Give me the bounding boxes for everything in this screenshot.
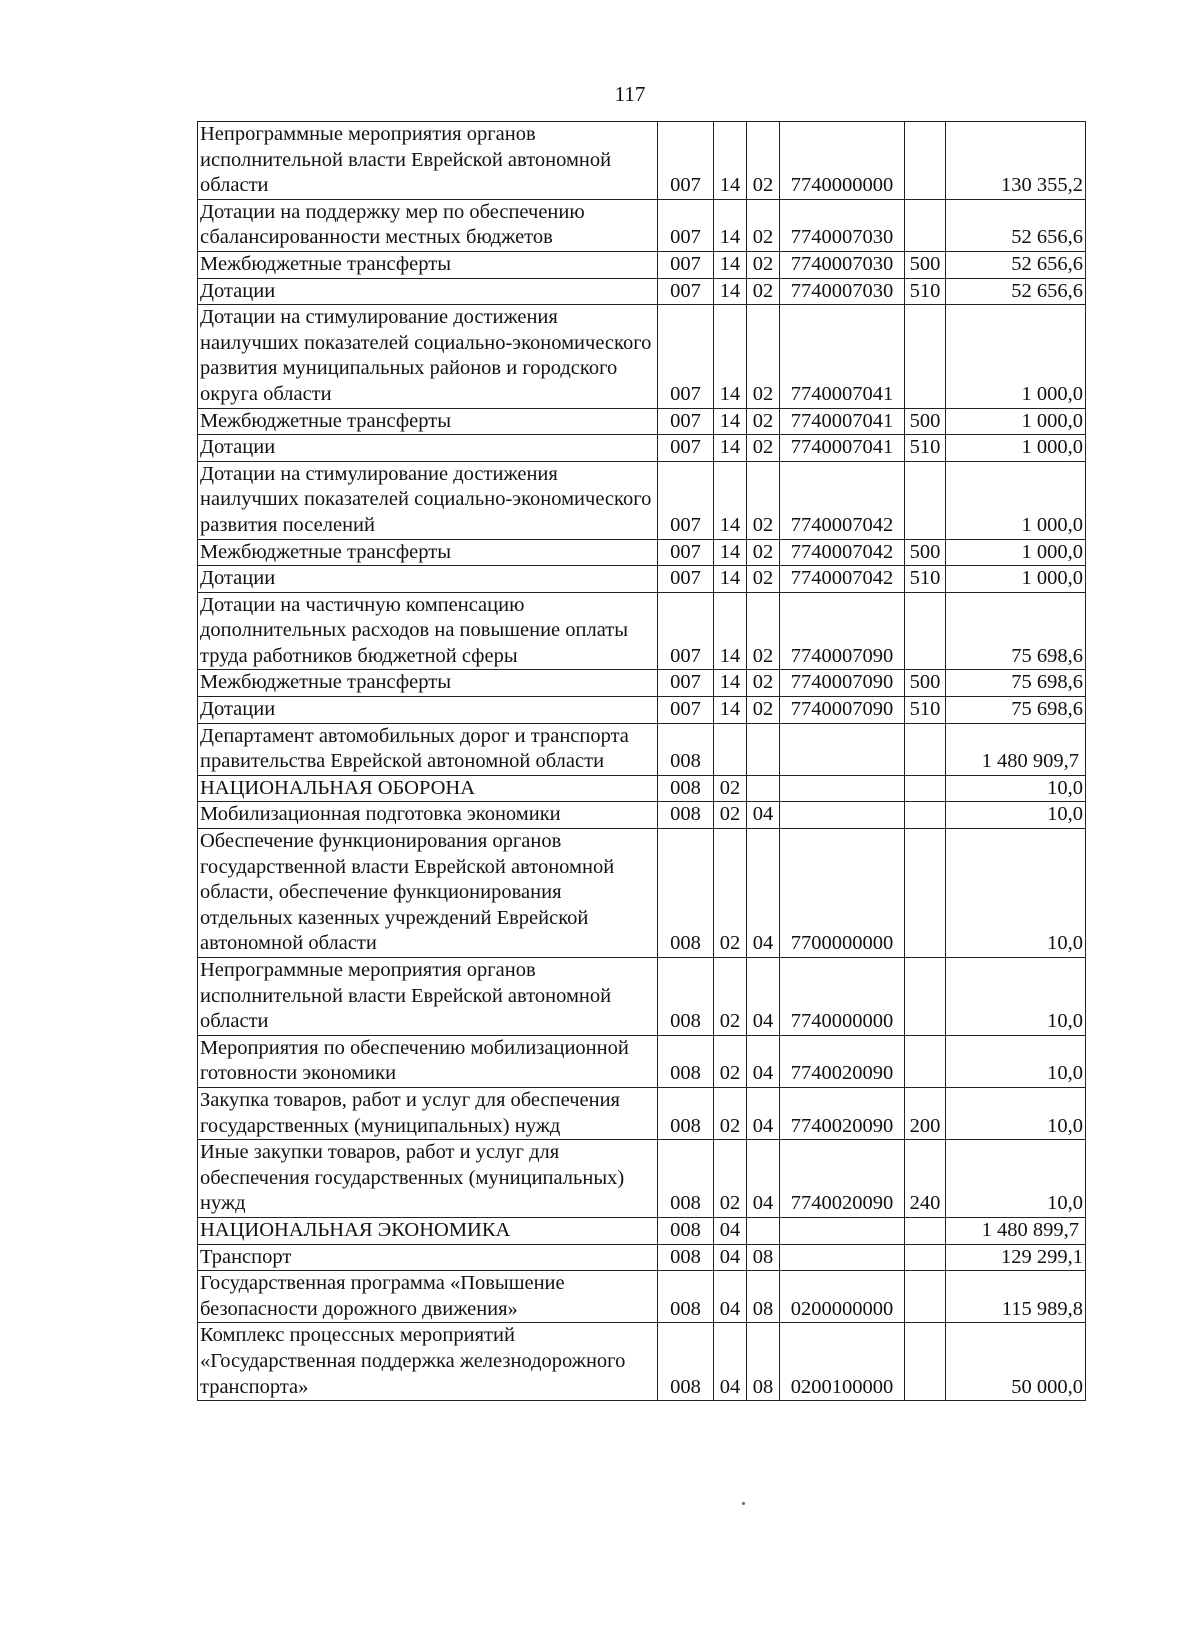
subsection-code-cell: 02 xyxy=(747,697,780,724)
expense-type-cell xyxy=(905,802,946,829)
amount-cell: 1 480 899,7 xyxy=(946,1217,1086,1244)
amount-cell: 52 656,6 xyxy=(946,251,1086,278)
expense-type-cell: 240 xyxy=(905,1140,946,1218)
ministry-code-cell: 007 xyxy=(658,305,714,408)
table-row xyxy=(198,305,1086,408)
row-name-cell: Межбюджетные трансферты xyxy=(198,251,658,278)
table-row xyxy=(198,697,1086,724)
row-name-cell: Межбюджетные трансферты xyxy=(198,670,658,697)
target-article-cell: 7740000000 xyxy=(780,958,905,1036)
target-article-cell: 7740007030 xyxy=(780,251,905,278)
ministry-code-cell: 007 xyxy=(658,539,714,566)
target-article-cell: 7740007042 xyxy=(780,566,905,593)
ministry-code-cell: 008 xyxy=(658,1140,714,1218)
ministry-code-cell: 007 xyxy=(658,199,714,251)
target-article-cell: 0200100000 xyxy=(780,1323,905,1401)
table-row xyxy=(198,539,1086,566)
target-article-cell: 7740020090 xyxy=(780,1140,905,1218)
subsection-code-cell: 02 xyxy=(747,408,780,435)
section-code-cell: 14 xyxy=(714,199,747,251)
ministry-code-cell: 008 xyxy=(658,1217,714,1244)
row-name-cell: Непрограммные мероприятия органов исполнительной власти Еврейской автономной области xyxy=(198,958,658,1036)
section-code-cell: 02 xyxy=(714,958,747,1036)
subsection-code-cell: 04 xyxy=(747,958,780,1036)
amount-cell: 75 698,6 xyxy=(946,697,1086,724)
table-row xyxy=(198,278,1086,305)
target-article-cell: 7740007090 xyxy=(780,697,905,724)
target-article-cell xyxy=(780,1217,905,1244)
subsection-code-cell: 04 xyxy=(747,829,780,958)
subsection-code-cell: 02 xyxy=(747,251,780,278)
subsection-code-cell: 04 xyxy=(747,1140,780,1218)
section-code-cell: 02 xyxy=(714,802,747,829)
row-name-cell: Обеспечение функционирования органов государственной власти Еврейской автономной области, обеспечение функционирования отдельных казенных учреждений Еврейской автономной области xyxy=(198,829,658,958)
ministry-code-cell: 008 xyxy=(658,1271,714,1323)
ministry-code-cell: 008 xyxy=(658,1087,714,1139)
amount-cell: 10,0 xyxy=(946,1087,1086,1139)
expense-type-cell: 500 xyxy=(905,408,946,435)
section-code-cell xyxy=(714,723,747,775)
row-name-cell: Межбюджетные трансферты xyxy=(198,408,658,435)
subsection-code-cell: 04 xyxy=(747,1087,780,1139)
row-name-cell: Дотации на стимулирование достижения наилучших показателей социально-экономического развития поселений xyxy=(198,461,658,539)
scan-speck xyxy=(742,1502,745,1505)
target-article-cell: 7700000000 xyxy=(780,829,905,958)
expense-type-cell xyxy=(905,1217,946,1244)
row-name-cell: Государственная программа «Повышение безопасности дорожного движения» xyxy=(198,1271,658,1323)
table-row xyxy=(198,1140,1086,1218)
amount-cell: 1 000,0 xyxy=(946,305,1086,408)
ministry-code-cell: 007 xyxy=(658,278,714,305)
section-code-cell: 14 xyxy=(714,670,747,697)
row-name-cell: НАЦИОНАЛЬНАЯ ОБОРОНА xyxy=(198,775,658,802)
row-name-cell: Дотации xyxy=(198,697,658,724)
subsection-code-cell: 02 xyxy=(747,670,780,697)
table-row xyxy=(198,1271,1086,1323)
table-row xyxy=(198,775,1086,802)
amount-cell: 10,0 xyxy=(946,958,1086,1036)
expense-type-cell xyxy=(905,305,946,408)
expense-type-cell xyxy=(905,775,946,802)
section-code-cell: 14 xyxy=(714,592,747,670)
row-name-cell: Дотации xyxy=(198,566,658,593)
ministry-code-cell: 007 xyxy=(658,566,714,593)
expense-type-cell: 510 xyxy=(905,435,946,462)
table-row xyxy=(198,566,1086,593)
target-article-cell: 7740007041 xyxy=(780,305,905,408)
subsection-code-cell: 02 xyxy=(747,199,780,251)
table-row xyxy=(198,1035,1086,1087)
ministry-code-cell: 007 xyxy=(658,122,714,200)
amount-cell: 10,0 xyxy=(946,775,1086,802)
subsection-code-cell: 02 xyxy=(747,461,780,539)
target-article-cell: 7740020090 xyxy=(780,1035,905,1087)
expense-type-cell: 500 xyxy=(905,251,946,278)
target-article-cell: 7740007090 xyxy=(780,670,905,697)
section-code-cell: 14 xyxy=(714,566,747,593)
amount-cell: 52 656,6 xyxy=(946,278,1086,305)
amount-cell: 1 000,0 xyxy=(946,566,1086,593)
section-code-cell: 14 xyxy=(714,435,747,462)
section-code-cell: 14 xyxy=(714,305,747,408)
subsection-code-cell xyxy=(747,1217,780,1244)
row-name-cell: Дотации xyxy=(198,278,658,305)
ministry-code-cell: 007 xyxy=(658,670,714,697)
table-row xyxy=(198,958,1086,1036)
table-row xyxy=(198,592,1086,670)
expense-type-cell xyxy=(905,122,946,200)
subsection-code-cell: 02 xyxy=(747,435,780,462)
target-article-cell: 7740007041 xyxy=(780,408,905,435)
row-name-cell: Комплекс процессных мероприятий «Государственная поддержка железнодорожного транспорта» xyxy=(198,1323,658,1401)
row-name-cell: Иные закупки товаров, работ и услуг для обеспечения государственных (муниципальных) нужд xyxy=(198,1140,658,1218)
section-code-cell: 14 xyxy=(714,697,747,724)
amount-cell: 10,0 xyxy=(946,802,1086,829)
subsection-code-cell: 08 xyxy=(747,1244,780,1271)
section-code-cell: 14 xyxy=(714,251,747,278)
table-row xyxy=(198,122,1086,200)
subsection-code-cell: 04 xyxy=(747,802,780,829)
amount-cell: 1 000,0 xyxy=(946,461,1086,539)
expense-type-cell: 510 xyxy=(905,697,946,724)
subsection-code-cell: 02 xyxy=(747,305,780,408)
ministry-code-cell: 008 xyxy=(658,1244,714,1271)
row-name-cell: НАЦИОНАЛЬНАЯ ЭКОНОМИКА xyxy=(198,1217,658,1244)
section-code-cell: 04 xyxy=(714,1271,747,1323)
target-article-cell: 7740020090 xyxy=(780,1087,905,1139)
expense-type-cell xyxy=(905,723,946,775)
table-row xyxy=(198,1323,1086,1401)
expense-type-cell xyxy=(905,1323,946,1401)
target-article-cell: 7740007041 xyxy=(780,435,905,462)
row-name-cell: Непрограммные мероприятия органов исполнительной власти Еврейской автономной области xyxy=(198,122,658,200)
amount-cell: 75 698,6 xyxy=(946,670,1086,697)
table-row xyxy=(198,435,1086,462)
target-article-cell: 7740007030 xyxy=(780,278,905,305)
expense-type-cell xyxy=(905,1244,946,1271)
ministry-code-cell: 007 xyxy=(658,251,714,278)
row-name-cell: Транспорт xyxy=(198,1244,658,1271)
budget-table-body xyxy=(198,122,1086,1401)
expense-type-cell: 500 xyxy=(905,670,946,697)
expense-type-cell xyxy=(905,1035,946,1087)
target-article-cell xyxy=(780,1244,905,1271)
amount-cell: 52 656,6 xyxy=(946,199,1086,251)
ministry-code-cell: 007 xyxy=(658,592,714,670)
ministry-code-cell: 007 xyxy=(658,435,714,462)
expense-type-cell xyxy=(905,829,946,958)
ministry-code-cell: 007 xyxy=(658,461,714,539)
amount-cell: 1 480 909,7 xyxy=(946,723,1086,775)
section-code-cell: 14 xyxy=(714,461,747,539)
expense-type-cell: 500 xyxy=(905,539,946,566)
row-name-cell: Мероприятия по обеспечению мобилизационной готовности экономики xyxy=(198,1035,658,1087)
ministry-code-cell: 008 xyxy=(658,829,714,958)
ministry-code-cell: 008 xyxy=(658,958,714,1036)
expense-type-cell: 510 xyxy=(905,278,946,305)
target-article-cell: 7740007030 xyxy=(780,199,905,251)
section-code-cell: 14 xyxy=(714,539,747,566)
table-row xyxy=(198,461,1086,539)
ministry-code-cell: 008 xyxy=(658,1323,714,1401)
section-code-cell: 14 xyxy=(714,278,747,305)
ministry-code-cell: 008 xyxy=(658,723,714,775)
table-row xyxy=(198,723,1086,775)
table-row xyxy=(198,1217,1086,1244)
section-code-cell: 14 xyxy=(714,122,747,200)
expense-type-cell xyxy=(905,199,946,251)
expense-type-cell: 510 xyxy=(905,566,946,593)
target-article-cell: 7740007042 xyxy=(780,539,905,566)
row-name-cell: Департамент автомобильных дорог и транспорта правительства Еврейской автономной области xyxy=(198,723,658,775)
expense-type-cell xyxy=(905,461,946,539)
amount-cell: 10,0 xyxy=(946,1140,1086,1218)
section-code-cell: 02 xyxy=(714,1035,747,1087)
target-article-cell: 7740007042 xyxy=(780,461,905,539)
table-row xyxy=(198,251,1086,278)
amount-cell: 1 000,0 xyxy=(946,408,1086,435)
target-article-cell xyxy=(780,723,905,775)
row-name-cell: Мобилизационная подготовка экономики xyxy=(198,802,658,829)
row-name-cell: Дотации на стимулирование достижения наилучших показателей социально-экономического развития муниципальных районов и городского округа области xyxy=(198,305,658,408)
expense-type-cell xyxy=(905,592,946,670)
target-article-cell xyxy=(780,802,905,829)
target-article-cell: 0200000000 xyxy=(780,1271,905,1323)
target-article-cell: 7740000000 xyxy=(780,122,905,200)
subsection-code-cell: 02 xyxy=(747,566,780,593)
subsection-code-cell: 08 xyxy=(747,1323,780,1401)
amount-cell: 129 299,1 xyxy=(946,1244,1086,1271)
amount-cell: 1 000,0 xyxy=(946,539,1086,566)
expense-type-cell xyxy=(905,958,946,1036)
row-name-cell: Дотации на поддержку мер по обеспечению сбалансированности местных бюджетов xyxy=(198,199,658,251)
target-article-cell: 7740007090 xyxy=(780,592,905,670)
subsection-code-cell: 02 xyxy=(747,122,780,200)
subsection-code-cell xyxy=(747,775,780,802)
table-row xyxy=(198,670,1086,697)
table-row xyxy=(198,1087,1086,1139)
section-code-cell: 04 xyxy=(714,1244,747,1271)
table-row xyxy=(198,199,1086,251)
row-name-cell: Дотации xyxy=(198,435,658,462)
subsection-code-cell: 04 xyxy=(747,1035,780,1087)
subsection-code-cell: 08 xyxy=(747,1271,780,1323)
subsection-code-cell xyxy=(747,723,780,775)
table-row xyxy=(198,829,1086,958)
amount-cell: 1 000,0 xyxy=(946,435,1086,462)
section-code-cell: 02 xyxy=(714,1087,747,1139)
subsection-code-cell: 02 xyxy=(747,592,780,670)
page-number: 117 xyxy=(614,82,646,106)
row-name-cell: Дотации на частичную компенсацию дополнительных расходов на повышение оплаты труда работников бюджетной сферы xyxy=(198,592,658,670)
table-row xyxy=(198,802,1086,829)
target-article-cell xyxy=(780,775,905,802)
section-code-cell: 02 xyxy=(714,829,747,958)
row-name-cell: Закупка товаров, работ и услуг для обеспечения государственных (муниципальных) нужд xyxy=(198,1087,658,1139)
amount-cell: 75 698,6 xyxy=(946,592,1086,670)
ministry-code-cell: 008 xyxy=(658,775,714,802)
ministry-code-cell: 008 xyxy=(658,1035,714,1087)
expense-type-cell xyxy=(905,1271,946,1323)
ministry-code-cell: 008 xyxy=(658,802,714,829)
budget-table xyxy=(197,121,1086,1401)
ministry-code-cell: 007 xyxy=(658,697,714,724)
subsection-code-cell: 02 xyxy=(747,539,780,566)
amount-cell: 130 355,2 xyxy=(946,122,1086,200)
section-code-cell: 14 xyxy=(714,408,747,435)
row-name-cell: Межбюджетные трансферты xyxy=(198,539,658,566)
ministry-code-cell: 007 xyxy=(658,408,714,435)
amount-cell: 50 000,0 xyxy=(946,1323,1086,1401)
section-code-cell: 04 xyxy=(714,1217,747,1244)
table-row xyxy=(198,1244,1086,1271)
expense-type-cell: 200 xyxy=(905,1087,946,1139)
table-row xyxy=(198,408,1086,435)
section-code-cell: 04 xyxy=(714,1323,747,1401)
subsection-code-cell: 02 xyxy=(747,278,780,305)
section-code-cell: 02 xyxy=(714,1140,747,1218)
amount-cell: 10,0 xyxy=(946,829,1086,958)
amount-cell: 10,0 xyxy=(946,1035,1086,1087)
amount-cell: 115 989,8 xyxy=(946,1271,1086,1323)
section-code-cell: 02 xyxy=(714,775,747,802)
